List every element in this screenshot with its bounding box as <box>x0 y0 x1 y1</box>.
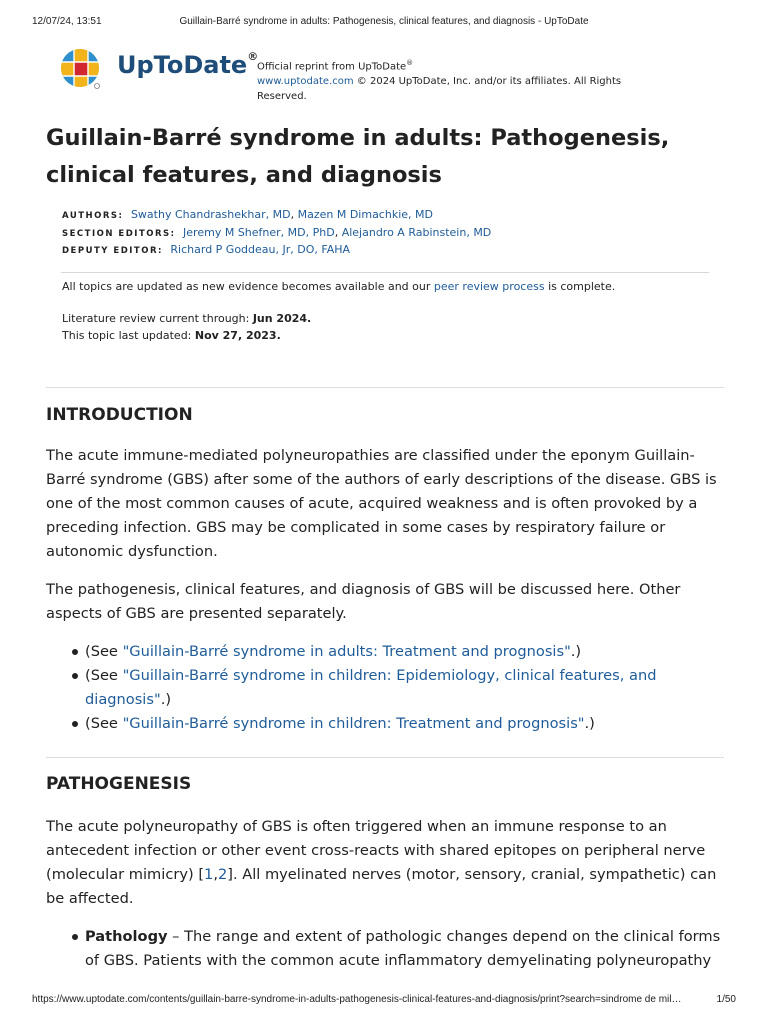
section-editors-label: SECTION EDITORS: <box>62 228 176 239</box>
reference-link[interactable]: 2 <box>217 866 228 883</box>
print-datetime: 12/07/24, 13:51 <box>32 16 102 27</box>
uptodate-site-link[interactable]: www.uptodate.com <box>257 76 354 88</box>
introduction-paragraph: The acute immune-mediated polyneuropathies are classified under the eponym Guillain-Barré syndrome (GBS) after some of the authors of early descriptions of the disease. GBS is one of the most common causes of acute, acquired weakness and is often provoked by a preceding infection. GBS may be complicated in some cases by respiratory failure or autonomic dysfunction. <box>46 447 717 560</box>
section-editor-link[interactable]: Jeremy M Shefner, MD, PhD <box>183 225 335 239</box>
divider <box>46 757 724 758</box>
topic-dates <box>62 311 712 344</box>
topic-link[interactable]: "Guillain-Barré syndrome in children: Treatment and prognosis" <box>122 715 585 732</box>
introduction-heading: INTRODUCTION <box>46 405 193 425</box>
reference-link[interactable]: 1 <box>204 866 214 883</box>
reprint-notice: Official reprint from UpToDate® www.uptodate.com © 2024 UpToDate, Inc. and/or its affiliates. All Rights Reserved. <box>257 59 622 103</box>
topic-link[interactable]: "Guillain-Barré syndrome in children: Epidemiology, clinical features, and diagnosis" <box>85 667 657 708</box>
brand-name: UpToDate® <box>117 50 259 79</box>
article-contributors <box>62 207 712 260</box>
author-link[interactable]: Mazen M Dimachkie, MD <box>297 208 433 221</box>
pathogenesis-heading: PATHOGENESIS <box>46 774 192 794</box>
reprint-line: Official reprint from UpToDate <box>257 61 407 73</box>
literature-review-date: Literature review current through: Jun 2024. <box>62 312 312 325</box>
print-header <box>32 16 736 30</box>
last-updated-date: This topic last updated: Nov 27, 2023. <box>62 328 281 342</box>
brand-header <box>60 48 660 103</box>
copyright-text: © 2024 UpToDate, Inc. and/or its affiliates. All Rights Reserved. <box>257 76 622 103</box>
article-title: Guillain-Barré syndrome in adults: Pathogenesis, clinical features, and diagnosis <box>46 125 670 188</box>
section-editor-link[interactable]: Alejandro A Rabinstein, MD <box>341 225 492 239</box>
print-footer <box>32 994 736 1008</box>
divider <box>46 387 724 388</box>
print-page-title: Guillain-Barré syndrome in adults: Pathogenesis, clinical features, and diagnosis - UpToDate <box>179 16 589 27</box>
bullet-term: Pathology <box>85 928 168 945</box>
divider <box>61 272 709 273</box>
list-item: (See "Guillain-Barré syndrome in adults: Treatment and prognosis".) <box>46 640 726 664</box>
deputy-editor-label: DEPUTY EDITOR: <box>62 246 163 256</box>
uptodate-logo-icon <box>60 48 102 90</box>
update-note: All topics are updated as new evidence becomes available and our peer review process is complete. <box>62 280 616 293</box>
introduction-paragraph: The pathogenesis, clinical features, and diagnosis of GBS will be discussed here. Other aspects of GBS are presented separately. <box>46 581 681 622</box>
pathogenesis-paragraph: The acute polyneuropathy of GBS is often triggered when an immune response to an antecedent infection or other event cross-reacts with shared epitopes on peripheral nerve (molecular mimicry) [1,2]. All myelinated nerves (motor, sensory, cranial, sympathetic) can be affected. <box>46 818 717 907</box>
author-link[interactable]: Swathy Chandrashekhar, MD <box>130 208 291 221</box>
see-also-list <box>46 640 726 736</box>
deputy-editor-link[interactable]: Richard P Goddeau, Jr, DO, FAHA <box>170 243 351 256</box>
topic-link[interactable]: "Guillain-Barré syndrome in adults: Treatment and prognosis" <box>122 643 571 660</box>
section-editors-row: SECTION EDITORS: Jeremy M Shefner, MD, PhD, Alejandro A Rabinstein, MD <box>62 225 492 239</box>
pathogenesis-list <box>46 925 726 973</box>
authors-row: AUTHORS: Swathy Chandrashekhar, MD, Mazen M Dimachkie, MD <box>62 208 433 221</box>
deputy-editor-row <box>62 242 712 260</box>
page-number: 1/50 <box>716 994 736 1005</box>
list-item: Pathology – The range and extent of pathologic changes depend on the clinical forms of GBS. Patients with the common acute inflammatory demyelinating polyneuropathy <box>46 925 726 973</box>
authors-label: AUTHORS: <box>62 211 124 221</box>
peer-review-link[interactable]: peer review process <box>433 280 545 293</box>
list-item: (See "Guillain-Barré syndrome in children: Epidemiology, clinical features, and diagnosis".) <box>46 664 726 712</box>
list-item: (See "Guillain-Barré syndrome in children: Treatment and prognosis".) <box>46 712 726 736</box>
print-url: https://www.uptodate.com/contents/guillain-barre-syndrome-in-adults-pathogenesis-clinical-features-and-diagnosis/print?search=sindrome de mil… <box>32 994 682 1005</box>
